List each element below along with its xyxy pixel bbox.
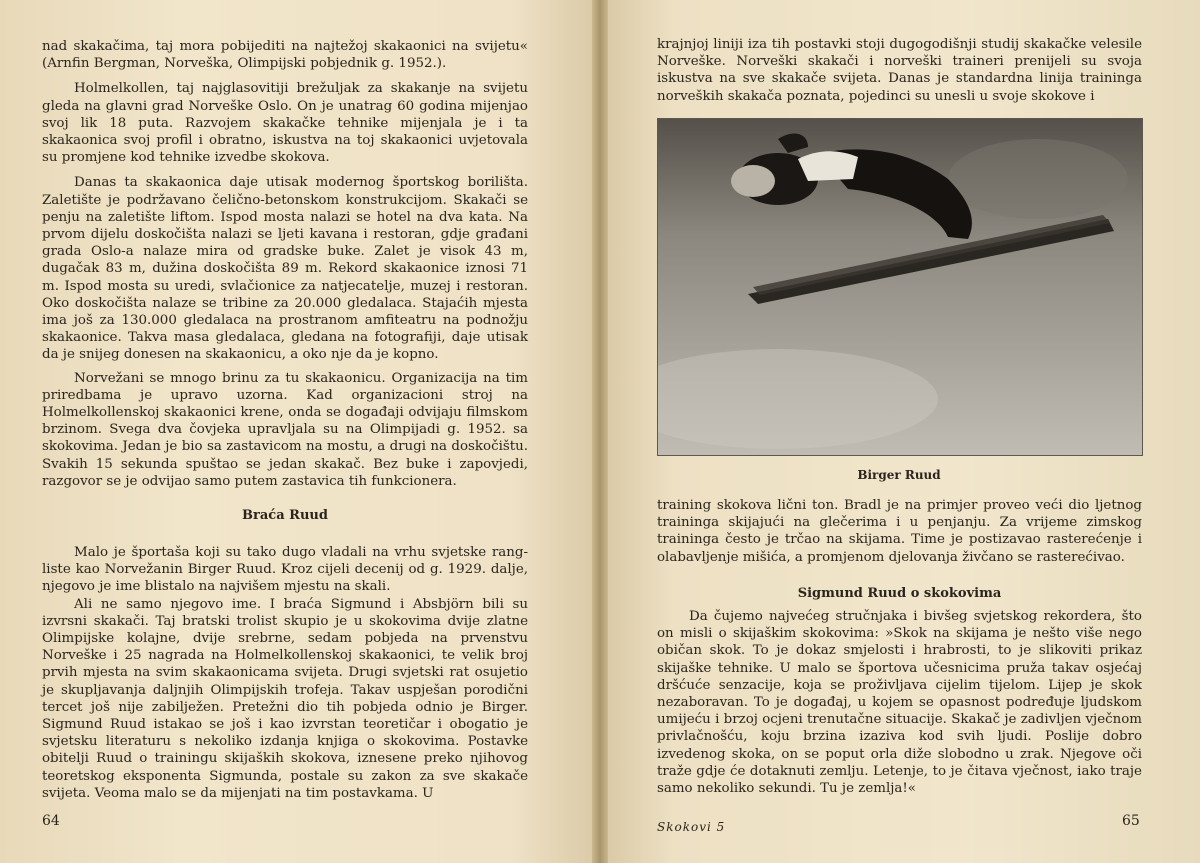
page-number: 65 bbox=[1122, 813, 1140, 829]
paragraph: Holmelkollen, taj najglasovitiji brežuljak za skakanje na svijetu gleda na glavni grad Norveške Oslo. On je unatrag 60 godina mijenjao svoj lik 18 puta. Razvojem skakačke tehnike mijenjala je i ta skakaonica svoj profil i obratno, iskustva na toj skakaonici uvjetovala su promjene kod tehnike izvedbe skokova. bbox=[42, 81, 528, 166]
left-text-top bbox=[42, 38, 528, 490]
right-text-bottom bbox=[657, 608, 1142, 797]
footer-book-title: Skokovi 5 bbox=[657, 820, 726, 834]
paragraph: nad skakačima, taj mora pobijediti na najtežoj skakaonici na svijetu« (Arnfin Bergman, Norveška, Olimpijski pobjednik g. 1952.). bbox=[42, 39, 528, 72]
paragraph: krajnjoj liniji iza tih postavki stoji dugogodišnji studij skakačke velesile Norveške. Norveški skakači i norveški traineri prenijeli su svoja iskustva na sve skakače svijeta. Danas je standardna linija traininga norveških skakača poznata, pojedinci su unesli u svoje skokove i bbox=[657, 37, 1142, 104]
ski-jumper-illustration bbox=[658, 119, 1142, 455]
page-number: 64 bbox=[42, 813, 60, 829]
paragraph: Da čujemo najvećeg stručnjaka i bivšeg svjetskog rekordera, što on misli o skijaškim skokovima: »Skok na skijama je nešto više nego običan skok. To je dokaz smjelosti i hrabrosti, to je slikoviti prikaz skijaške tehnike. U malo se športova učesnicima pruža takav osjećaj dršćuće senzacije, koja se proživljava cijelim tijelom. Lijep je skok nezaboravan. To je događaj, u kojem se opasnost podređuje ljudskom umijeću i brzoj ocjeni trenutačne situacije. Skakač je zadivljen vječnom privlačnošću, koju brzina izaziva kod svih ljudi. Poslije dobro izvedenog skoka, on se poput orla diže slobodno u zrak. Njegove oči traže gdje će dotaknuti zemlju. Letenje, to je čitava vječnost, iako traje samo nekoliko sekundi. Tu je zemlja!« bbox=[657, 609, 1142, 797]
photo-caption: Birger Ruud bbox=[857, 468, 941, 482]
paragraph: Malo je športaša koji su tako dugo vladali na vrhu svjetske rang-liste kao Norvežanin Birger Ruud. Kroz cijeli decenij od g. 1929. dalje, njegovo je ime blistalo na najvišem mjestu na skali. bbox=[42, 545, 528, 595]
left-text-bottom bbox=[42, 544, 528, 802]
book-gutter bbox=[592, 0, 608, 863]
paragraph: training skokova lični ton. Bradl je na primjer proveo veći dio ljetnog traininga skijajući na glečerima i u penjanju. Za vrijeme zimskog traininga često je trčao na skijama. Time je postizavao rasterećenje i olabavljenje mišića, a promjenom djelovanja živčano se rasterećivao. bbox=[657, 498, 1142, 565]
section-heading: Sigmund Ruud o skokovima bbox=[797, 586, 1002, 601]
paragraph: Danas ta skakaonica daje utisak modernog športskog borilišta. Zaletište je podržavano čelično-betonskom konstrukcijom. Skakači se penju na zaletište liftom. Ispod mosta nalazi se hotel na dva kata. Na prvom dijelu doskočišta nalazi se ljeti kavana i restoran, gdje građani grada Oslo-a nalaze mira od gradske buke. Zalet je visok 43 m, dugačak 83 m, dužina doskočišta 89 m. Rekord skakaonice iznosi 71 m. Ispod mosta su uredi, svlačionice za natjecatelje, muzej i restoran. Oko doskočišta nalaze se tribine za 20.000 gledalaca. Stajaćih mjesta ima još za 130.000 gledalaca na prostranom amfiteatru na podnožju skakaonice. Takva masa gledalaca, gledana na fotografiji, daje utisak da je snijeg donesen na skakaonicu, a oko nje da je kopno. bbox=[42, 175, 528, 363]
right-text-top bbox=[657, 36, 1142, 105]
section-heading: Braća Ruud bbox=[242, 508, 328, 523]
right-text-middle bbox=[657, 497, 1142, 566]
paragraph: Ali ne samo njegovo ime. I braća Sigmund i Absbjörn bili su izvrsni skakači. Taj bratski trolist skupio je u skokovima dvije zlatne Olimpijske kolajne, dvije srebrne, sedam pobjeda na prvenstvu Norveške i 25 nagrada na Holmelkollenskoj skakaonici, te velik broj prvih mjesta na svim skakaonicama svijeta. Drugi svjetski rat osujetio je skupljavanja daljnjih Olimpijskih trofeja. Takav uspješan porodični tercet još nije zabilježen. Pretežni dio tih pobjeda odnio je Birger. Sigmund Ruud istakao se još i kao izvrstan teoretičar i obogatio je svjetsku literaturu s nekoliko izdanja knjiga o skokovima. Postavke obitelji Ruud o trainingu skijaških skokova, iznesene preko njihovog teoretskog eksponenta Sigmunda, postale su zakon za sve skakače svijeta. Veoma malo se da mijenjati na tim postavkama. U bbox=[42, 596, 528, 801]
paragraph: Norvežani se mnogo brinu za tu skakaonicu. Organizacija na tim priredbama je upravo uzorna. Kad organizacioni stroj na Holmelkollenskoj skakaonici krene, onda se događaji odvijaju filmskom brzinom. Svega dva čovjeka upravljala su na Olimpijadi g. 1952. sa skokovima. Jedan je bio sa zastavicom na mostu, a drugi na doskočištu. Svakih 15 sekunda spuštao se jedan skakač. Bez buke i zapovjedi, razgovor se je odvijao samo putem zastavica tih funkcionera. bbox=[42, 370, 528, 489]
photo-ski-jumper bbox=[657, 118, 1143, 456]
